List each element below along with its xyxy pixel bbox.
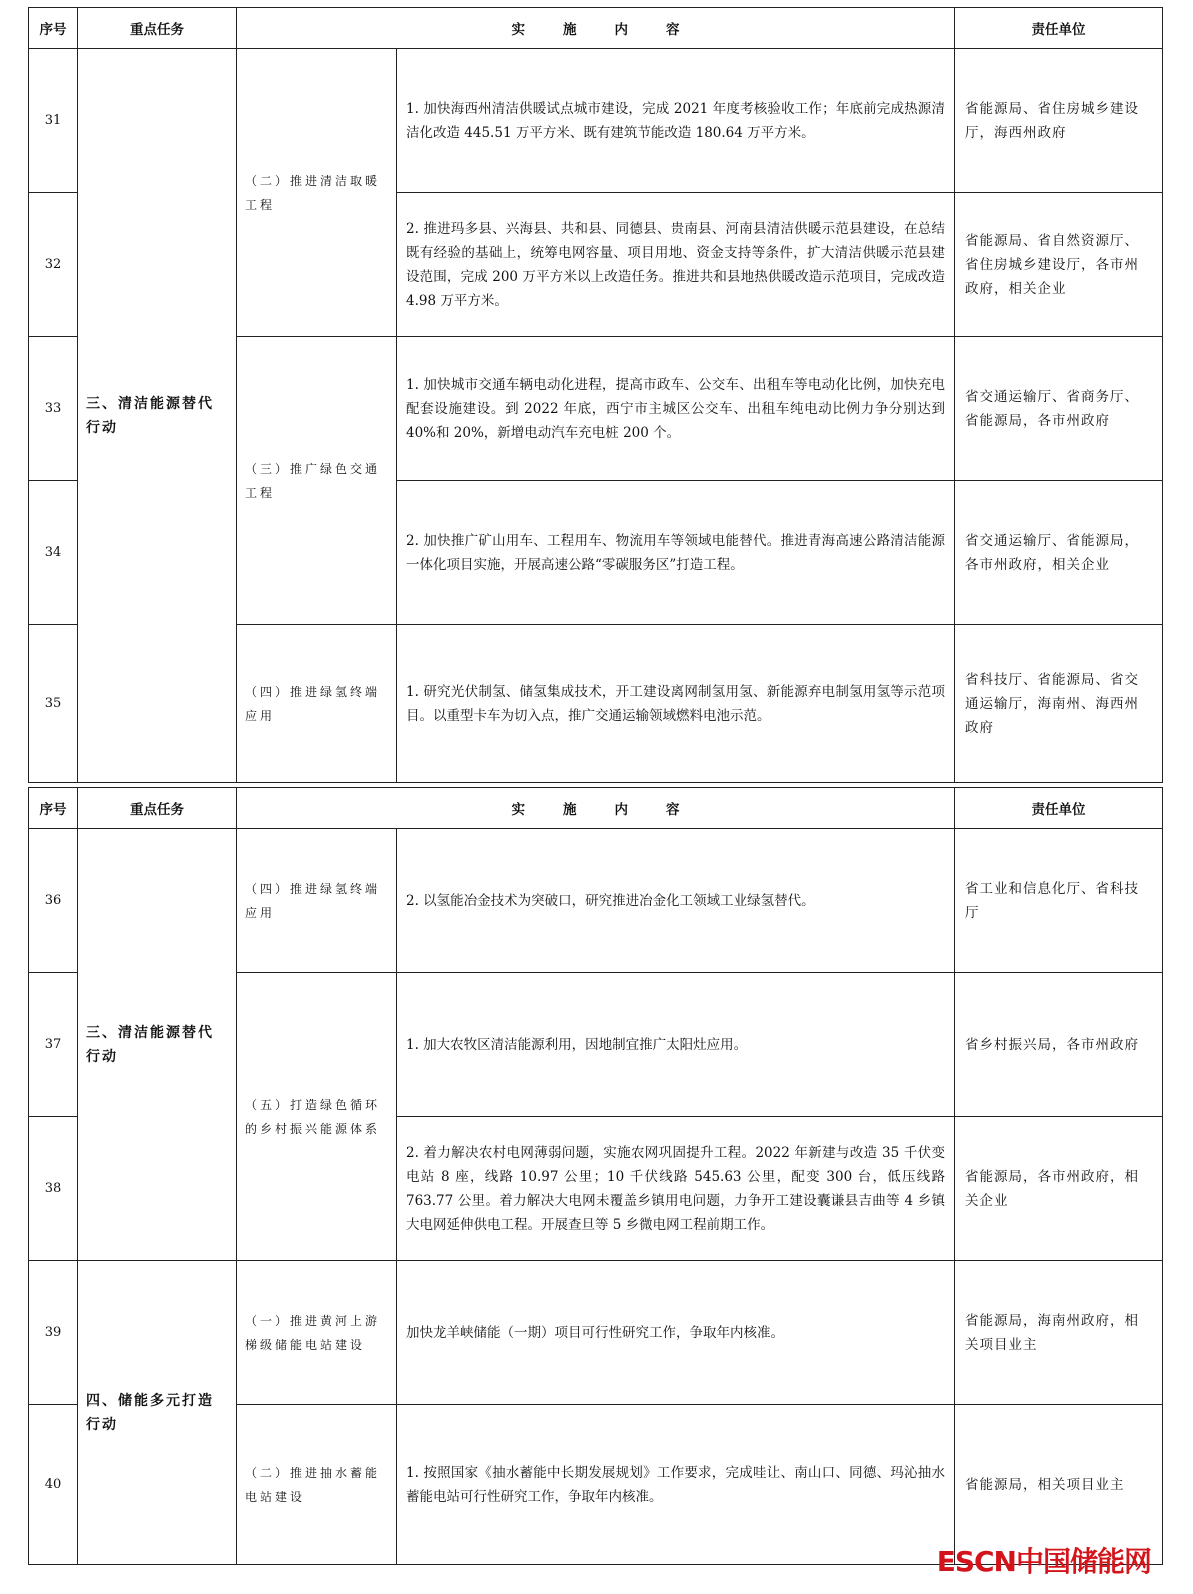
responsible-cell: 省能源局、省住房城乡建设厅，海西州政府	[955, 49, 1163, 193]
row-number: 40	[29, 1405, 78, 1565]
row-number: 37	[29, 973, 78, 1117]
content-cell: 1. 研究光伏制氢、储氢集成技术，开工建设离网制氢用氢、新能源弃电制氢用氢等示范项目。以重型卡车为切入点，推广交通运输领域燃料电池示范。	[397, 625, 955, 783]
content-cell: 1. 按照国家《抽水蓄能中长期发展规划》工作要求，完成哇让、南山口、同德、玛沁抽水蓄能电站可行性研究工作，争取年内核准。	[397, 1405, 955, 1565]
row-number: 39	[29, 1261, 78, 1405]
key-task-cell: 四、储能多元打造行动	[78, 1261, 237, 1565]
content-cell: 1. 加快海西州清洁供暖试点城市建设，完成 2021 年度考核验收工作；年底前完成热源清洁化改造 445.51 万平方米、既有建筑节能改造 180.64 万平方米。	[397, 49, 955, 193]
table-row	[29, 49, 1163, 193]
escn-watermark-logo: ESCN中国储能网	[936, 1545, 1151, 1578]
sub-task-cell: （四）推进绿氢终端应用	[237, 625, 397, 783]
header-task: 重点任务	[78, 8, 237, 49]
responsible-cell: 省能源局，相关项目业主	[955, 1405, 1163, 1565]
sub-task-cell: （一）推进黄河上游梯级储能电站建设	[237, 1261, 397, 1405]
implementation-table-part-2	[28, 787, 1163, 1565]
row-number: 33	[29, 337, 78, 481]
responsible-cell: 省交通运输厅、省能源局，各市州政府，相关企业	[955, 481, 1163, 625]
header-content: 实施内容	[237, 8, 955, 49]
row-number: 31	[29, 49, 78, 193]
content-cell: 2. 以氢能冶金技术为突破口，研究推进冶金化工领域工业绿氢替代。	[397, 829, 955, 973]
sub-task-cell: （二）推进抽水蓄能电站建设	[237, 1405, 397, 1565]
sub-task-cell: （三）推广绿色交通工程	[237, 337, 397, 625]
row-number: 36	[29, 829, 78, 973]
responsible-cell: 省工业和信息化厅、省科技厅	[955, 829, 1163, 973]
header-no: 序号	[29, 788, 78, 829]
key-task-cell: 三、清洁能源替代行动	[78, 49, 237, 783]
content-cell: 1. 加快城市交通车辆电动化进程，提高市政车、公交车、出租车等电动化比例，加快充电配套设施建设。到 2022 年底，西宁市主城区公交车、出租车纯电动比例力争分别达到 40%和 20%，新增电动汽车充电桩 200 个。	[397, 337, 955, 481]
sub-task-cell: （四）推进绿氢终端应用	[237, 829, 397, 973]
header-no: 序号	[29, 8, 78, 49]
sub-task-cell: （二）推进清洁取暖工程	[237, 49, 397, 337]
content-cell: 2. 加快推广矿山用车、工程用车、物流用车等领域电能替代。推进青海高速公路清洁能源一体化项目实施，开展高速公路“零碳服务区”打造工程。	[397, 481, 955, 625]
key-task-cell: 三、清洁能源替代行动	[78, 829, 237, 1261]
row-number: 38	[29, 1117, 78, 1261]
row-number: 32	[29, 193, 78, 337]
table-header-row	[29, 8, 1163, 49]
table-row	[29, 829, 1163, 973]
row-number: 35	[29, 625, 78, 783]
table-row	[29, 1261, 1163, 1405]
responsible-cell: 省能源局、省自然资源厅、省住房城乡建设厅，各市州政府，相关企业	[955, 193, 1163, 337]
responsible-cell: 省科技厅、省能源局、省交通运输厅，海南州、海西州政府	[955, 625, 1163, 783]
header-content: 实施内容	[237, 788, 955, 829]
header-responsible: 责任单位	[955, 8, 1163, 49]
sub-task-cell: （五）打造绿色循环的乡村振兴能源体系	[237, 973, 397, 1261]
responsible-cell: 省能源局，海南州政府，相关项目业主	[955, 1261, 1163, 1405]
content-cell: 2. 着力解决农村电网薄弱问题，实施农网巩固提升工程。2022 年新建与改造 35 千伏变电站 8 座，线路 10.97 公里；10 千伏线路 545.63 公里，配变 300 台，低压线路 763.77 公里。着力解决大电网未覆盖乡镇用电问题，力争开工建设囊谦县吉曲等 4 乡镇大电网延伸供电工程。开展查旦等 5 乡微电网工程前期工作。	[397, 1117, 955, 1261]
row-number: 34	[29, 481, 78, 625]
content-cell: 2. 推进玛多县、兴海县、共和县、同德县、贵南县、河南县清洁供暖示范县建设，在总结既有经验的基础上，统筹电网容量、项目用地、资金支持等条件，扩大清洁供暖示范县建设范围，完成 200 万平方米以上改造任务。推进共和县地热供暖改造示范项目，完成改造 4.98 万平方米。	[397, 193, 955, 337]
responsible-cell: 省交通运输厅、省商务厅、省能源局，各市州政府	[955, 337, 1163, 481]
responsible-cell: 省乡村振兴局，各市州政府	[955, 973, 1163, 1117]
header-task: 重点任务	[78, 788, 237, 829]
header-responsible: 责任单位	[955, 788, 1163, 829]
responsible-cell: 省能源局，各市州政府，相关企业	[955, 1117, 1163, 1261]
content-cell: 加快龙羊峡储能（一期）项目可行性研究工作，争取年内核准。	[397, 1261, 955, 1405]
content-cell: 1. 加大农牧区清洁能源利用，因地制宜推广太阳灶应用。	[397, 973, 955, 1117]
implementation-table-part-1	[28, 7, 1163, 783]
table-header-row	[29, 788, 1163, 829]
